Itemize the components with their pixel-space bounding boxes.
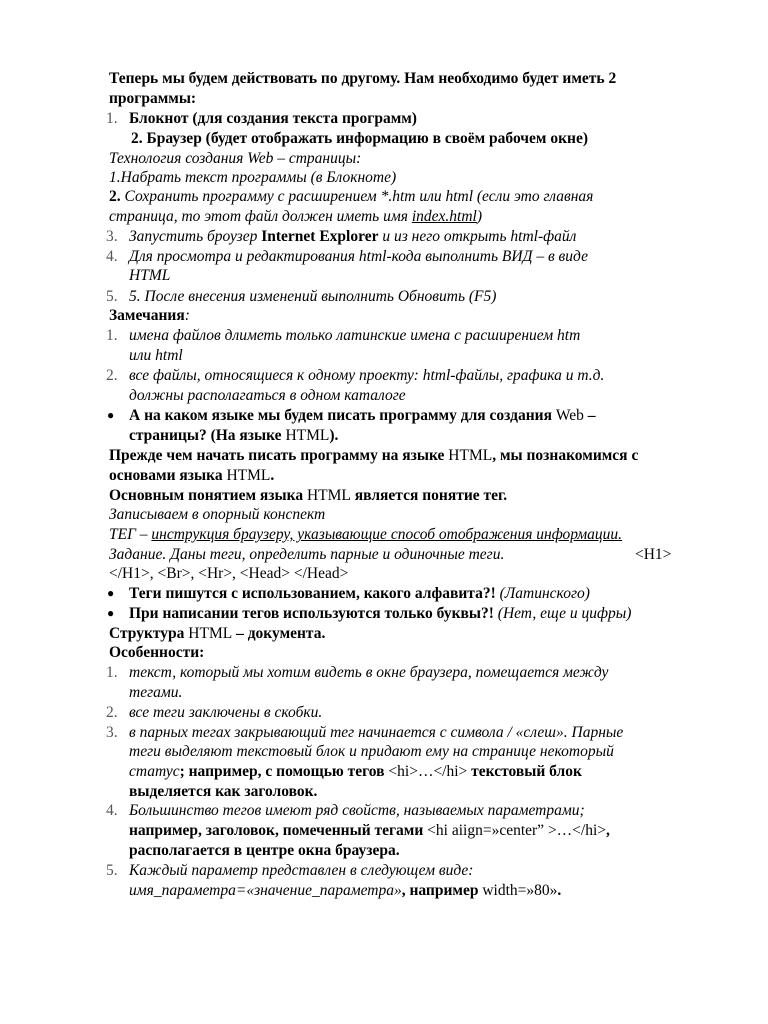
tech-title: Технология создания Web – страницы:: [109, 150, 362, 167]
feature-1-number: 1.: [106, 664, 118, 681]
program-item-1: [129, 109, 417, 129]
tech-step-1: 1.Набрать текст программы (в Блокноте): [109, 169, 397, 186]
notes-title-colon: :: [184, 307, 190, 324]
question-text-a: А на каком языке мы будем писать программу для создания: [129, 407, 556, 424]
tech-step-4-line-2: HTML: [129, 267, 171, 284]
note-1-line-1: имена файлов длиметь только латинские имена с расширением htm: [129, 327, 581, 344]
note-1-number: 1.: [106, 327, 118, 344]
program-item-2: [131, 129, 588, 149]
feature-4-tag: <hi aiign=»center” >…</hi>: [427, 822, 607, 839]
tech-step-4-line-1: Для просмотра и редактирования html-кода выполнить ВИД – в виде: [129, 248, 588, 265]
task-text: Задание. Даны теги, определить парные и одиночные теги.: [109, 546, 505, 563]
tags-alphabet-answer: (Латинского): [499, 585, 590, 602]
tags-letters-question: При написании тегов используются только буквы?!: [129, 605, 498, 622]
question-text-b1: страницы? (На языке: [129, 427, 286, 444]
note-2-line-2: должны располагаться в одном каталоге: [129, 387, 406, 404]
feature-4-example: например, заголовок, помеченный тегами: [129, 822, 428, 839]
feature-5-line-1: Каждый параметр представлен в следующем виде:: [129, 862, 474, 879]
bullet-icon: ●: [107, 606, 115, 620]
question-line-1: [129, 406, 595, 426]
intro-line-1: [109, 69, 616, 89]
feature-3-example: ; например, с помощью тегов: [179, 763, 389, 780]
feature-4-line-1: Большинство тегов имеют ряд свойств, называемых параметрами;: [129, 802, 585, 819]
teg-definition: [109, 525, 622, 545]
intro-text-1: Теперь мы будем действовать по другому. Нам необходимо будет иметь 2: [109, 70, 617, 87]
bullet-icon: ●: [107, 586, 115, 600]
feature-3-tag: <hi>…</hi>: [388, 763, 468, 780]
html-intro-text-3a: Основным понятием языка: [109, 487, 307, 504]
feature-3-line-1: в парных тегах закрывающий тег начинается с символа / «слеш». Парные: [129, 724, 624, 741]
html-intro-html-3: HTML: [306, 487, 351, 504]
html-intro-text-1a: Прежде чем начать писать программу на языке: [109, 447, 449, 464]
task-line-2: </H1>, <Br>, <Hr>, <Head> </Head>: [109, 565, 349, 582]
program-number-1: 1.: [106, 110, 118, 127]
feature-5-line-2: [129, 881, 561, 901]
tech-step-2-line-1: [109, 187, 593, 207]
program-text-1: Блокнот (для создания текста программ): [129, 110, 417, 127]
feature-3-line-2: теги выделяют текстовый блок и придают ему на странице некоторый: [129, 743, 614, 760]
structure-text-b: – документа.: [232, 625, 326, 642]
feature-1-line-2: тегами.: [129, 684, 183, 701]
feature-5-number: 5.: [106, 862, 118, 879]
tech-step-2-line-2: [109, 207, 482, 227]
feature-4-comma: ,: [606, 822, 610, 839]
tags-alphabet-question: Теги пишутся с использованием, какого алфавита?!: [129, 585, 500, 602]
feature-4-line-2: [129, 821, 610, 841]
tech-step-4-number: 4.: [106, 248, 118, 265]
features-heading: Особенности:: [109, 644, 205, 661]
feature-5-end: .: [557, 882, 562, 899]
question-html: HTML: [285, 427, 330, 444]
feature-2-number: 2.: [106, 704, 118, 721]
feature-3-status: статус: [129, 763, 180, 780]
feature-1-line-1: текст, который мы хотим видеть в окне браузера, помещается между: [129, 664, 609, 681]
note-2-number: 2.: [106, 367, 118, 384]
tech-step-3-text-b: и из него открыть html-файл: [378, 228, 577, 245]
note-2-line-1: все файлы, относящиеся к одному проекту: html-файлы, графика и т.д.: [129, 367, 605, 384]
question-dash: –: [583, 407, 596, 424]
feature-5-value: width=»80»: [482, 882, 558, 899]
feature-4-number: 4.: [106, 802, 118, 819]
question-web: Web: [555, 407, 584, 424]
html-intro-text-3b: является понятие тег.: [350, 487, 508, 504]
note-1-line-2: или html: [129, 347, 183, 364]
feature-5-param: имя_параметра=«значение_параметра»: [129, 882, 402, 899]
teg-definition-term: ТЕГ –: [109, 526, 152, 543]
feature-3-line-4: выделяется как заголовок.: [129, 783, 318, 800]
index-html-link[interactable]: index.html: [411, 208, 477, 225]
feature-5-example: , например: [401, 882, 483, 899]
tags-letters-answer: (Нет, еще и цифры): [497, 605, 632, 622]
html-intro-line-3: [109, 486, 507, 506]
konspekt-line: Записываем в опорный конспект: [109, 506, 326, 523]
internet-explorer-text: Internet Explorer: [261, 228, 379, 245]
html-intro-text-2a: основами языка: [109, 467, 227, 484]
tech-step-3-number: 3.: [106, 228, 118, 245]
tech-step-2-text-b2: ): [476, 208, 483, 225]
tech-step-3: [129, 227, 576, 247]
html-intro-text-1b: , мы познакомимся с: [492, 447, 639, 464]
html-intro-html-1: HTML: [448, 447, 493, 464]
tech-step-2-text-b1: страница, то этот файл должен иметь имя: [109, 208, 412, 225]
tech-step-3-text-a: Запустить броузер: [129, 228, 262, 245]
notes-title: [109, 306, 190, 326]
question-text-b2: ).: [329, 427, 339, 444]
program-text-2: 2. Браузер (будет отображать информацию в своём рабочем окне): [131, 130, 589, 147]
structure-text-a: Структура: [109, 625, 189, 642]
bullet-icon: ●: [107, 408, 115, 422]
feature-2: все теги заключены в скобки.: [129, 704, 323, 721]
tech-step-5-number: 5.: [106, 288, 118, 305]
task-h1-tag: <H1>: [635, 546, 672, 563]
notes-title-text: Замечания: [109, 307, 185, 324]
feature-3-number: 3.: [106, 724, 118, 741]
structure-html: HTML: [188, 625, 233, 642]
teg-definition-text: инструкция браузеру, указывающие способ отображения информации.: [151, 526, 623, 543]
feature-4-line-3: располагается в центре окна браузера.: [129, 842, 400, 859]
task-line-1: [109, 545, 504, 565]
tags-alphabet-line: [129, 584, 590, 604]
structure-heading: [109, 624, 325, 644]
intro-line-2: [109, 89, 196, 109]
tech-step-2-text-a: Сохранить программу с расширением *.htm или html (если это главная: [120, 188, 594, 205]
tech-step-5: 5. После внесения изменений выполнить Обновить (F5): [129, 288, 497, 305]
feature-3-example-end: текстовый блок: [467, 763, 582, 780]
question-line-2: [129, 426, 338, 446]
tags-letters-line: [129, 604, 631, 624]
html-intro-html-2: HTML: [226, 467, 271, 484]
feature-3-line-3: [129, 762, 582, 782]
intro-text-2: программы:: [109, 90, 197, 107]
html-intro-line-1: [109, 446, 638, 466]
html-intro-line-2: [109, 466, 274, 486]
tech-step-2-number: 2.: [109, 188, 121, 205]
html-intro-text-2b: .: [270, 467, 275, 484]
